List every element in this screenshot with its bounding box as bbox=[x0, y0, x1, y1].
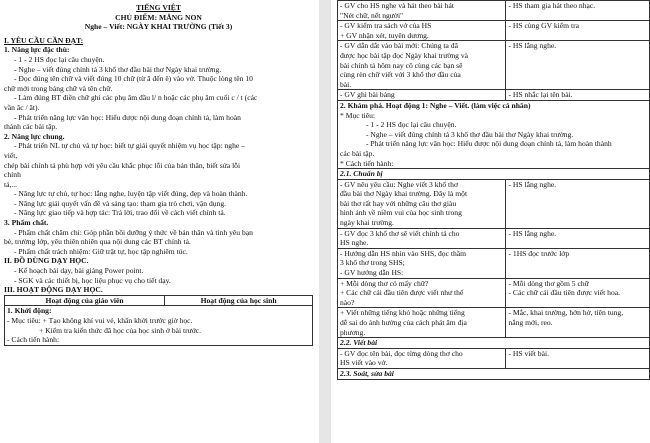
text-line: bè, trường lớp, yêu thiên nhiên qua nội dung các BT chính tả. bbox=[4, 237, 191, 247]
cell-line: - Hướng dẫn HS nhìn vào SHS, đọc thầm bbox=[340, 248, 467, 258]
lesson-objectives bbox=[4, 36, 313, 295]
student-activity-cell bbox=[506, 228, 650, 248]
text-line: - Làm đúng BT điền chữ ghi các phụ âm đầu l/ n hoặc các phụ âm cuối c / t (các bbox=[14, 93, 258, 103]
cell-line: + GV nhận xét, tuyên dương. bbox=[340, 30, 429, 40]
table-row bbox=[338, 1, 650, 21]
text-line: - 1 - 2 HS đọc lại câu chuyện. bbox=[14, 54, 105, 64]
section-row bbox=[338, 100, 650, 168]
text-line: chép bài chính tả phù hợp với yêu cầu khắc phục lỗi của bản thân, biết sửa lỗi bbox=[4, 160, 241, 170]
text-line: viết, bbox=[4, 150, 18, 160]
text-line: - Năng lực tự chủ, tự học: lắng nghe, luyện tập viết đúng, đẹp và hoàn thành. bbox=[14, 189, 248, 199]
subsection-check-title: 2.3. Soát, sửa bài bbox=[338, 368, 650, 379]
student-activity-cell bbox=[506, 41, 650, 90]
teacher-activity-cell bbox=[338, 179, 506, 228]
cell-line: ngày khai trường. bbox=[340, 218, 394, 228]
cell-line: - GV đọc 3 khổ thơ sẽ viết chính tả cho bbox=[340, 228, 460, 238]
text-line: - Năng lực giao tiếp và hợp tác: Trả lời, trao đổi về cách viết chính tả. bbox=[14, 208, 226, 218]
subsection-prepare-title: 2.1. Chuẩn bị bbox=[338, 169, 650, 180]
text-line: thành các bài tập. bbox=[4, 122, 58, 132]
cell-line: - GV dẫn dắt vào bài mới: Chúng ta đã bbox=[340, 41, 458, 51]
student-activity-cell bbox=[506, 278, 650, 308]
text-line: chữ mới trong bảng chữ và tên chữ. bbox=[4, 83, 113, 93]
table-section-row bbox=[5, 306, 313, 345]
table-row bbox=[338, 90, 650, 101]
teacher-activity-cell bbox=[338, 348, 506, 368]
text-line: 2. Năng lực chung. bbox=[4, 131, 65, 141]
cell-line: - HS lắng nghe. bbox=[508, 179, 557, 189]
text-line: III. HOẠT ĐỘNG DẠY HỌC. bbox=[4, 285, 103, 295]
teacher-activity-cell bbox=[338, 21, 506, 41]
cell-line: - GV ghi bài bảng bbox=[340, 90, 395, 100]
cell-line: HS viết vào vở. bbox=[340, 358, 388, 368]
text-line: * Mục tiêu: bbox=[340, 110, 376, 120]
text-line: vần ăc / ăt). bbox=[4, 102, 40, 112]
cell-line: đầu bài thơ Ngày khai trường. Đây là một bbox=[340, 189, 468, 199]
cell-line: "Nét chữ, nết người" bbox=[340, 10, 404, 20]
student-activity-cell bbox=[506, 21, 650, 41]
cell-line: HS nghe. bbox=[340, 238, 369, 248]
cell-line: nào? bbox=[340, 297, 355, 307]
text-line: - Năng lực giải quyết vấn đề và sáng tạo: tham gia trò chơi, vận dụng. bbox=[14, 198, 227, 208]
cell-line: - Các chữ cái đầu tiên được viết hoa. bbox=[508, 288, 621, 298]
teacher-activity-cell bbox=[338, 278, 506, 308]
teacher-activity-cell bbox=[338, 248, 506, 278]
cell-line: hình ảnh về niềm vui của học sinh trong bbox=[340, 208, 462, 218]
activity-table-left bbox=[4, 295, 313, 346]
table-row bbox=[338, 248, 650, 278]
cell-line: - GV cho HS nghe và hát theo bài hát bbox=[340, 1, 454, 10]
text-line: - Nghe – viết đúng chính tả 3 khổ thơ đầu bài thơ Ngày khai trường. bbox=[14, 64, 222, 74]
text-line: - Kế hoạch bài dạy, bài giảng Power point. bbox=[14, 266, 144, 276]
text-line: chính bbox=[4, 170, 21, 180]
student-activity-cell bbox=[506, 248, 650, 278]
cell-line: - GV kiểm tra sách vở của HS bbox=[340, 21, 432, 31]
table-line: - Mục tiêu: + Tạo không khí vui vẻ, khấn khởi trước giờ học. bbox=[7, 316, 193, 325]
activity-table-right bbox=[337, 0, 650, 380]
cell-line: + Các chữ cái đầu tiên được viết như thế bbox=[340, 288, 464, 298]
subsection-row bbox=[338, 169, 650, 180]
student-activity-cell bbox=[506, 348, 650, 368]
section2-title: 2. Khám phá. Hoạt động 1: Nghe – Viết. (làm việc cá nhân) bbox=[340, 100, 531, 110]
table-line: + Kiểm tra kiến thức đã học của học sinh ở bài trước. bbox=[39, 325, 202, 335]
cell-line: - HS lắng nghe. bbox=[508, 228, 557, 238]
cell-line: 3 khổ thơ trong SHS; bbox=[340, 258, 405, 268]
subsection-row bbox=[338, 338, 650, 349]
section-title-warmup: 1. Khởi động: bbox=[7, 306, 52, 316]
student-column-header: Hoạt động của học sinh bbox=[165, 295, 313, 306]
theme-heading: CHỦ ĐIỂM: MĂNG NON bbox=[115, 12, 202, 22]
subsection-write-title: 2.2. Viết bài bbox=[338, 338, 650, 349]
table-row bbox=[338, 21, 650, 41]
student-activity-cell bbox=[506, 308, 650, 338]
document-page-right bbox=[331, 0, 650, 443]
text-line: - Phẩm chất trách nhiệm: Giữ trật tự, học tập nghiêm túc. bbox=[14, 246, 188, 256]
text-line: - Phẩm chất chăm chỉ: Góp phần bồi dưỡng ý thức về bản thân và tình yêu bạn bbox=[14, 227, 253, 237]
cell-line: bài chính tả hôm nay cô cùng các bạn sẽ bbox=[340, 60, 463, 70]
text-line: - Đọc đúng tên chữ và viết đúng 10 chữ (từ ă đến ê) vào vở. Thuộc lòng tên 10 bbox=[14, 74, 253, 84]
lesson-heading: Nghe – Viết: NGÀY KHAI TRƯỜNG (Tiết 3) bbox=[84, 22, 233, 32]
teacher-activity-cell bbox=[338, 1, 506, 21]
text-line: * Cách tiến hành: bbox=[340, 158, 394, 168]
cell-line: - Mỗi dòng thơ gồm 5 chữ bbox=[508, 278, 589, 288]
cell-line: + Mỗi dòng thơ có mấy chữ? bbox=[340, 278, 429, 288]
cell-line: - Mắc, khai trường, hớn hở, tiên tung, bbox=[508, 308, 624, 318]
cell-line: - HS nhắc lại tên bài. bbox=[508, 90, 573, 100]
cell-line: dễ sai do ảnh hưởng của cách phát âm địa bbox=[340, 318, 467, 327]
table-row bbox=[338, 278, 650, 308]
teacher-column-header: Hoạt động của giáo viên bbox=[5, 295, 165, 306]
text-line: 3. Phẩm chất. bbox=[4, 218, 49, 228]
text-line: tả,... bbox=[4, 179, 18, 189]
cell-line: - GV hướng dẫn HS: bbox=[340, 268, 404, 278]
teacher-activity-cell bbox=[338, 228, 506, 248]
cell-line: + Viết những tiếng khó hoặc những tiếng bbox=[340, 308, 465, 318]
text-line: 1. Năng lực đặc thù: bbox=[4, 45, 70, 55]
cell-line: - HS viết bài. bbox=[508, 348, 549, 358]
subject-heading: TIẾNG VIỆT bbox=[136, 3, 181, 12]
cell-line: - HS lắng nghe. bbox=[508, 41, 557, 51]
teacher-activity-cell bbox=[338, 90, 506, 101]
table-row bbox=[338, 179, 650, 228]
text-line: - Phát triển NL tự chủ và tự học: biết tự giải quyết nhiệm vụ học tập: nghe – bbox=[14, 141, 245, 151]
text-line: - Phát triển năng lực văn học: Hiểu được nội dung đoạn chính tả, làm hoàn thành bbox=[366, 139, 612, 149]
text-line: - Phát triển năng lực văn học: Hiểu được nội dung đoạn chính tả, làm hoàn bbox=[14, 112, 241, 122]
cell-line: - GV nêu yêu cầu: Nghe viết 3 khổ thơ bbox=[340, 179, 458, 189]
table-header-row bbox=[5, 295, 313, 306]
table-row bbox=[338, 348, 650, 368]
cell-line: - 1HS đọc trước lớp bbox=[508, 248, 570, 258]
cell-line: phương. bbox=[340, 327, 366, 337]
cell-line: nắng mới, reo. bbox=[508, 318, 553, 327]
subsection-row bbox=[338, 368, 650, 379]
table-row bbox=[338, 41, 650, 90]
table-row bbox=[338, 308, 650, 338]
teacher-activity-cell bbox=[338, 308, 506, 338]
text-line: II. ĐỒ DÙNG DẠY HỌC. bbox=[4, 256, 89, 266]
text-line: - 1 - 2 HS đọc lại câu chuyện. bbox=[366, 120, 457, 130]
cell-line: bài. bbox=[340, 79, 352, 89]
student-activity-cell bbox=[506, 179, 650, 228]
document-page-left bbox=[0, 0, 319, 443]
table-row bbox=[338, 228, 650, 248]
cell-line: - HS tham gia hát theo nhạc. bbox=[508, 1, 596, 10]
cell-line: bài thơ rất hay với những câu thơ giàu bbox=[340, 198, 457, 208]
student-activity-cell bbox=[506, 90, 650, 101]
cell-line: cùng rèn chữ viết với 3 khổ thơ đầu của bbox=[340, 70, 461, 80]
text-line: I. YÊU CẦU CẦN ĐẠT: bbox=[4, 35, 84, 45]
text-line: các bài tập. bbox=[340, 148, 375, 158]
teacher-activity-cell bbox=[338, 41, 506, 90]
cell-line: - HS cùng GV kiểm tra bbox=[508, 21, 579, 31]
text-line: - Nghe – viết đúng chính tả 3 khổ thơ đầu bài thơ Ngày khai trường. bbox=[366, 129, 574, 139]
cell-line: - GV đọc tên bài, đọc từng dòng thơ cho bbox=[340, 348, 463, 358]
text-line: - SGK và các thiết bị, học liệu phục vụ cho tiết dạy. bbox=[14, 275, 171, 285]
cell-line: được học bài tập đọc Ngày khai trường và bbox=[340, 50, 469, 60]
student-activity-cell bbox=[506, 1, 650, 21]
table-line: - Cách tiến hành: bbox=[7, 335, 60, 345]
